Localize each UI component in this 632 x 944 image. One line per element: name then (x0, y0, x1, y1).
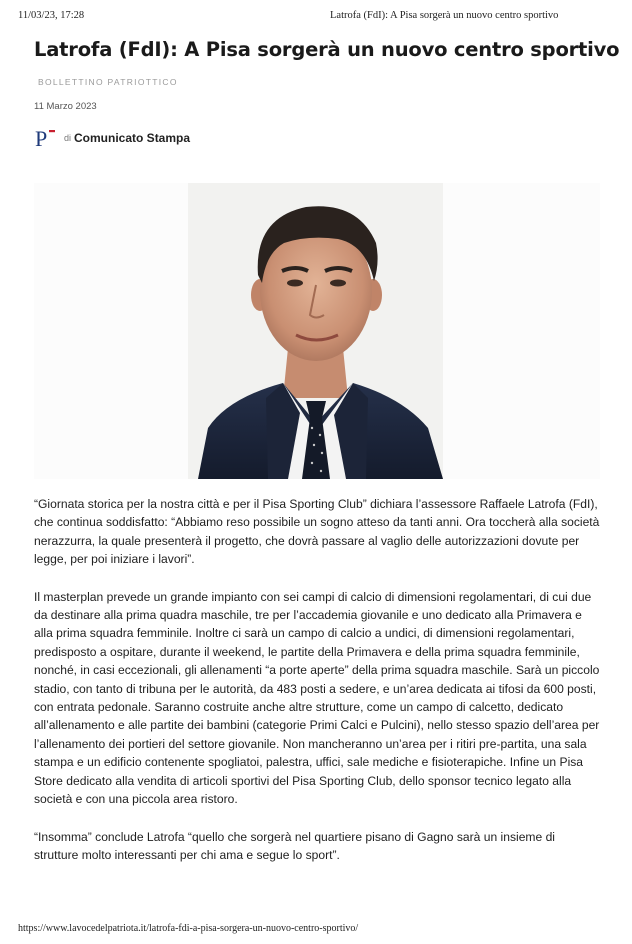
author-name-link[interactable]: Comunicato Stampa (74, 131, 191, 145)
category-link[interactable]: BOLLETTINO PATRIOTTICO (38, 77, 178, 87)
print-page-title: Latrofa (FdI): A Pisa sorgerà un nuovo centro sportivo (330, 10, 559, 21)
publisher-logo-icon (34, 126, 58, 150)
featured-image-frame (34, 183, 600, 479)
article-paragraph: “Giornata storica per la nostra città e per il Pisa Sporting Club” dichiara l’assessore Raffaele Latrofa (FdI), che continua soddisfatto: “Abbiamo reso possibile un sogno atteso da tanti anni. Ora toccherà alla società nerazzurra, la quale presenterà il progetto, che dovrà passare al vaglio delle autorizzazioni dovute per legge, per poi iniziare i lavori”. (34, 497, 600, 567)
article-paragraph: Il masterplan prevede un grande impianto con sei campi di calcio di dimensioni regolamentari, di cui due da destinare alla prima quadra maschile, tre per l’accademia giovanile e uno dedicato alla Primavera e alla prima squadra femminile. Inoltre ci sarà un campo di calcio a undici, di dimensioni regolamentari, predisposto a ospitare, durante il weekend, le partite della Primavera e della prima squadra femminile, nonché, in casi eccezionali, gli allenamenti “a porte aperte” della prima squadra maschile. Sarà un piccolo stadio, con tanto di tribuna per le autorità, da 483 posti a sedere, e un’area dedicata ai tifosi da 600 posti, con entrata pedonale. Saranno costruite anche altre strutture, come un campo di calcetto, dedicato all’allenamento e alle partite dei bambini (categorie Primi Calci e Pulcini), nello stesso spazio dell’area per l’allenamento dei portieri del settore giovanile. Non mancheranno un’area per i ritiri pre-partita, una sala stampa e un edificio contenente spogliatoi, palestra, uffici, sale mediche e fisioterapiche. Infine un Pisa Store dedicato alla vendita di articoli sportivi del Pisa Sporting Club, dello sponsor tecnico legato alla società e con una piccola area ristoro. (34, 589, 600, 807)
author-byline (34, 126, 190, 150)
print-header (18, 10, 614, 24)
article-paragraph: “Insomma” conclude Latrofa “quello che sorgerà nel quartiere pisano di Gagno sarà un insieme di strutture molto interessanti per chi ama e segue lo sport”. (34, 829, 555, 862)
print-datetime: 11/03/23, 17:28 (18, 10, 85, 21)
article-title: Latrofa (FdI): A Pisa sorgerà un nuovo centro sportivo (34, 38, 620, 61)
article-body (34, 495, 602, 883)
author-prefix: di (64, 133, 72, 143)
publish-date: 11 Marzo 2023 (34, 101, 97, 112)
featured-portrait-image (188, 183, 443, 479)
svg-text:P: P (35, 126, 48, 150)
print-footer-url: https://www.lavocedelpatriota.it/latrofa-fdi-a-pisa-sorgera-un-nuovo-centro-sportivo/ (18, 923, 359, 934)
